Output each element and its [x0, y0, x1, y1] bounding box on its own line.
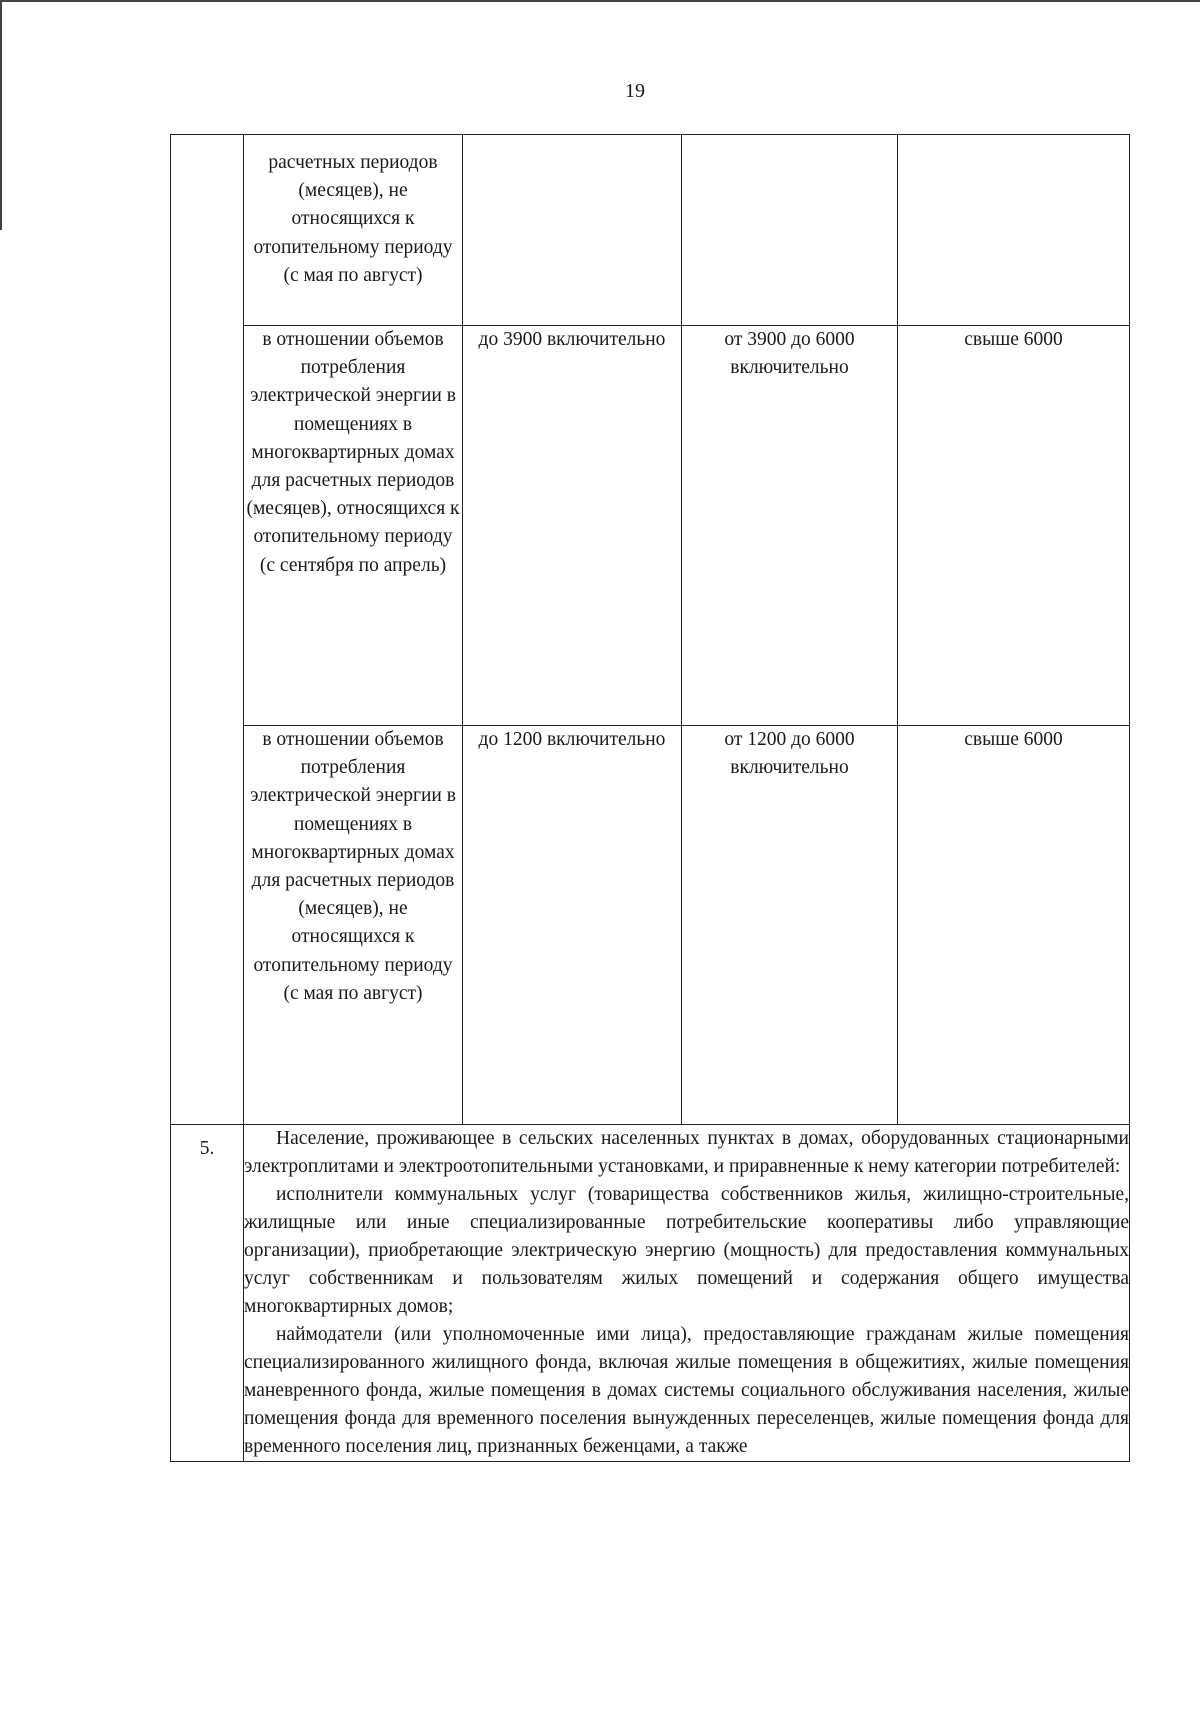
- item-5-paragraph: наймодатели (или уполномоченные ими лица), предоставляющие гражданам жилые помещения специализированного жилищного фонда, включая жилые помещения в общежитиях, жилые помещения маневренного фонда, жилые помещения в домах системы социального обслуживания населения, жилые помещения фонда для временного поселения вынужденных переселенцев, жилые помещения фонда для временного поселения лиц, признанных беженцами, а также: [244, 1324, 1129, 1457]
- table-row: [171, 726, 1130, 1125]
- threshold-mid: [682, 135, 898, 326]
- row-description: в отношении объемов потребления электрической энергии в помещениях в многоквартирных домах для расчетных периодов (месяцев), относящихся к отопительному периоду (с сентября по апрель): [244, 326, 463, 726]
- threshold-low: до 1200 включительно: [463, 726, 682, 1125]
- table-row: [171, 135, 1130, 326]
- threshold-low: до 3900 включительно: [463, 326, 682, 726]
- row-description: в отношении объемов потребления электрической энергии в помещениях в многоквартирных домах для расчетных периодов (месяцев), не относящихся к отопительному периоду (с мая по август): [244, 726, 463, 1125]
- scan-left-border: [0, 0, 2, 230]
- item-number-cell-empty: [171, 135, 244, 1125]
- page-number: 19: [625, 80, 645, 102]
- item-5-paragraph: исполнители коммунальных услуг (товарищества собственников жилья, жилищно-строительные, жилищные или иные специализированные потребительские кооперативы либо управляющие организации), приобретающие электрическую энергию (мощность) для предоставления коммунальных услуг собственникам и пользователям жилых помещений и содержания общего имущества многоквартирных домов;: [244, 1184, 1129, 1317]
- table-row: [171, 326, 1130, 726]
- table-row-item-5: [171, 1125, 1130, 1462]
- item-number: 5.: [171, 1125, 244, 1462]
- threshold-mid: от 1200 до 6000 включительно: [682, 726, 898, 1125]
- threshold-high: свыше 6000: [898, 326, 1130, 726]
- item-5-text: [244, 1125, 1130, 1462]
- threshold-mid: от 3900 до 6000 включительно: [682, 326, 898, 726]
- threshold-high: свыше 6000: [898, 726, 1130, 1125]
- threshold-low: [463, 135, 682, 326]
- row-description: расчетных периодов (месяцев), не относящихся к отопительному периоду (с мая по август): [244, 135, 463, 326]
- tariff-table: [170, 134, 1130, 1462]
- threshold-high: [898, 135, 1130, 326]
- item-5-paragraph: Население, проживающее в сельских населенных пунктах в домах, оборудованных стационарными электроплитами и электроотопительными установками, и приравненные к нему категории потребителей:: [244, 1128, 1129, 1177]
- scan-top-border: [0, 0, 1200, 2]
